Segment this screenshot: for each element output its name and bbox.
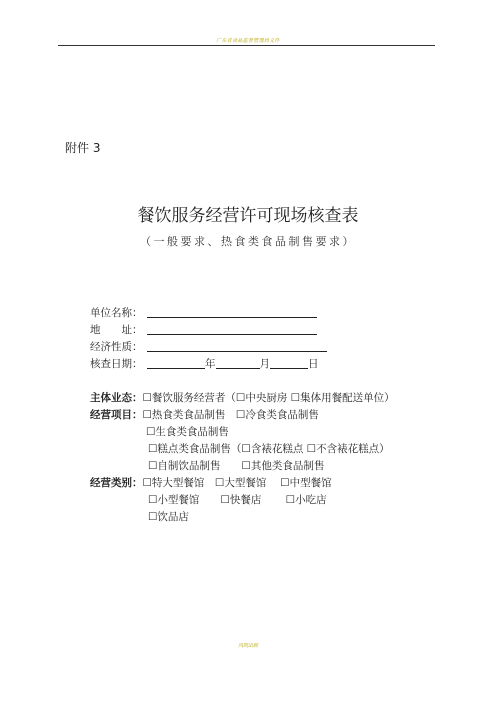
main-business-options[interactable]: ☐餐饮服务经营者（☐中央厨房 ☐集体用餐配送单位） [142,392,395,404]
day-label: 日 [308,358,319,370]
business-category-line[interactable]: ☐特大型餐馆 ☐大型餐馆 ☐中型餐馆 [142,477,332,489]
business-category-row [90,476,332,490]
unit-name-label: 单位名称： [90,307,143,319]
main-business-row [90,391,395,405]
business-category-label: 经营类别： [90,477,143,489]
business-category-line[interactable]: ☐饮品店 [148,511,189,523]
unit-name-field [90,306,317,320]
month-label: 月 [259,358,270,370]
page-title: 餐饮服务经营许可现场核查表 [137,206,359,226]
attachment-label: 附件 3 [65,141,101,155]
business-items-line[interactable]: ☐热食类食品制售 ☐冷食类食品制售 [142,409,319,421]
unit-name-blank[interactable] [147,306,317,318]
header-rule [58,45,435,46]
business-items-label: 经营项目： [90,409,143,421]
business-items-line[interactable]: ☐糕点类食品制售（☐含裱花糕点 ☐不含裱花糕点） [148,443,390,455]
business-items-row [90,408,319,422]
year-blank[interactable] [147,357,205,369]
business-items-line[interactable]: ☐生食类食品制售 [146,426,229,438]
address-blank[interactable] [147,323,317,335]
inspection-date-label: 核查日期： [90,358,143,370]
economic-nature-label: 经济性质： [90,341,143,353]
business-category-line[interactable]: ☐小型餐馆 ☐快餐店 ☐小吃店 [148,494,327,506]
address-label: 地 址： [90,324,143,336]
header-text: 广东省食品监督管理局文件 [216,38,280,44]
footer-text: 风筑出版 [237,643,258,649]
inspection-date-field [90,357,319,371]
year-label: 年 [205,358,216,370]
address-field [90,323,317,337]
economic-nature-blank[interactable] [147,340,327,352]
economic-nature-field [90,340,327,354]
main-business-label: 主体业态： [90,392,143,404]
day-blank[interactable] [270,357,308,369]
month-blank[interactable] [216,357,260,369]
page-subtitle: （一般要求、热食类食品制售要求） [140,235,356,248]
business-items-line[interactable]: ☐自制饮品制售 ☐其他类食品制售 [148,460,325,472]
